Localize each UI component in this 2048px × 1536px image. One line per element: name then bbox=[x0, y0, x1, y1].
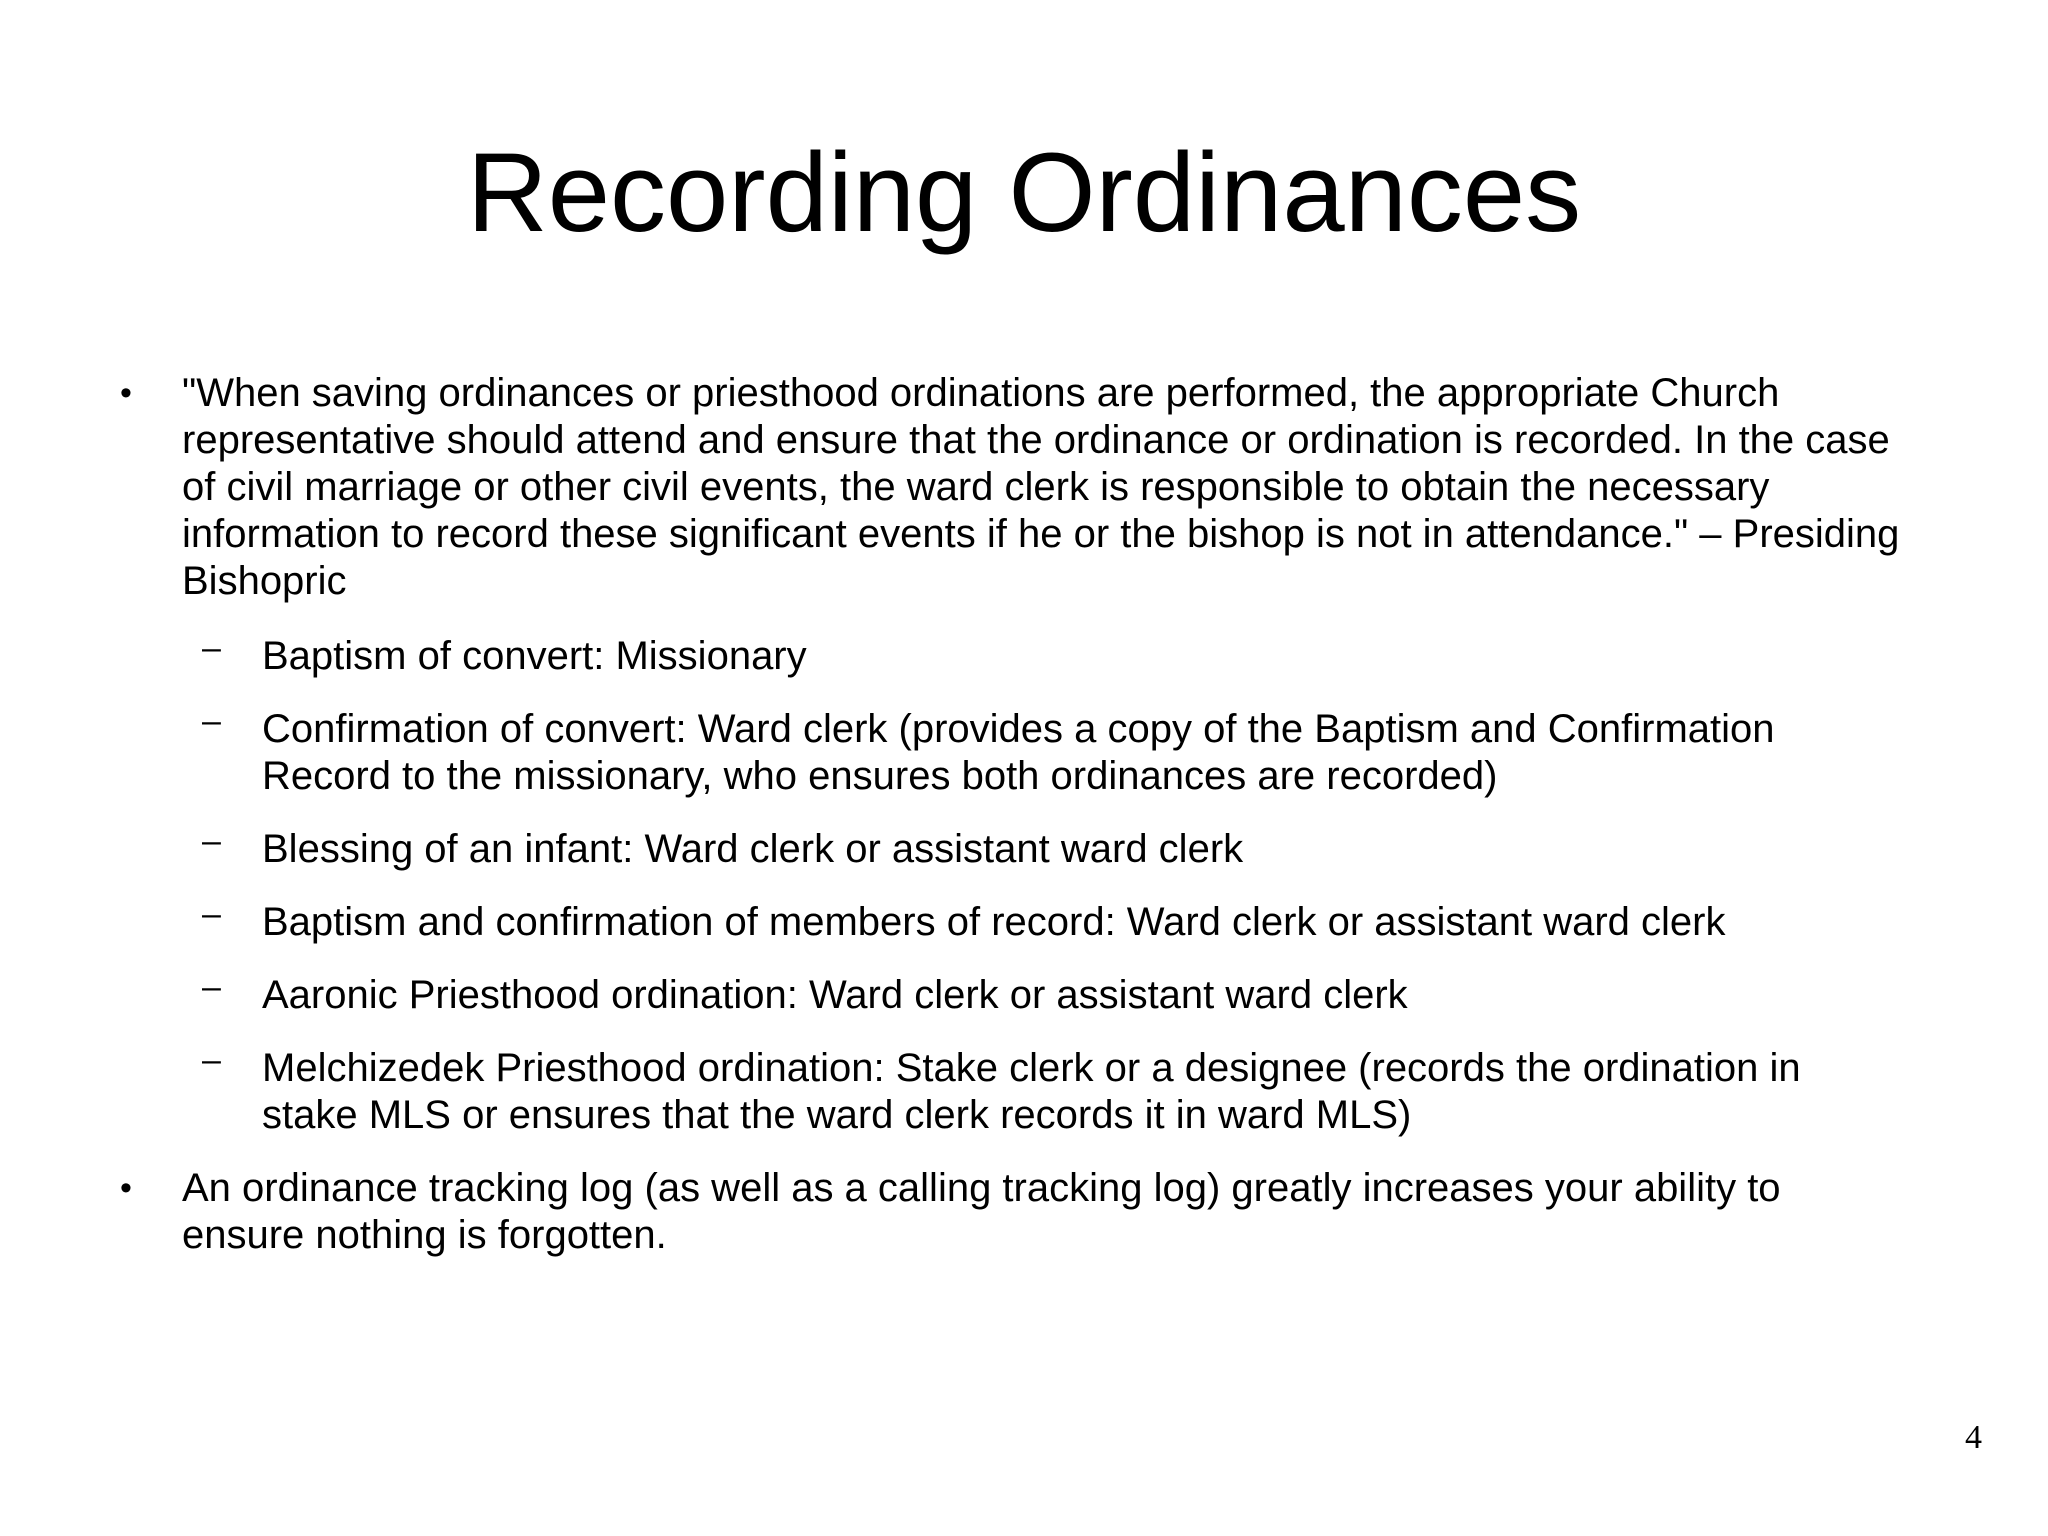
sub-item-text: Aaronic Priesthood ordination: Ward clerk or assistant ward clerk bbox=[262, 973, 1408, 1017]
slide-title: Recording Ordinances bbox=[466, 130, 1582, 255]
dash-icon: – bbox=[202, 822, 221, 860]
bullet-icon: • bbox=[120, 374, 132, 412]
dash-icon: – bbox=[202, 629, 221, 667]
sub-item bbox=[120, 629, 1900, 680]
sub-list bbox=[120, 629, 1900, 1139]
sub-item-text: Melchizedek Priesthood ordination: Stake clerk or a designee (records the ordination in stake MLS or ensures that the ward clerk records it in ward MLS) bbox=[262, 1046, 1801, 1137]
dash-icon: – bbox=[202, 1041, 221, 1079]
bullet-icon: • bbox=[120, 1169, 132, 1207]
bullet-item bbox=[120, 370, 1900, 605]
dash-icon: – bbox=[202, 702, 221, 740]
sub-item-text: Baptism of convert: Missionary bbox=[262, 634, 807, 678]
dash-icon: – bbox=[202, 968, 221, 1006]
bullet-text: "When saving ordinances or priesthood ordinations are performed, the appropriate Church representative should attend and ensure that the ordinance or ordination is recorded. In the case of civil marriage or other civil events, the ward clerk is responsible to obtain the necessary information to record these significant events if he or the bishop is not in attendance." – Presiding Bishopric bbox=[182, 371, 1900, 603]
bullet-text: An ordinance tracking log (as well as a calling tracking log) greatly increases your ability to ensure nothing is forgotten. bbox=[182, 1166, 1781, 1257]
sub-item bbox=[120, 702, 1900, 800]
sub-item-text: Confirmation of convert: Ward clerk (provides a copy of the Baptism and Confirmation Record to the missionary, who ensures both ordinances are recorded) bbox=[262, 707, 1775, 798]
page-number: 4 bbox=[1965, 1419, 1982, 1456]
sub-item-text: Baptism and confirmation of members of record: Ward clerk or assistant ward clerk bbox=[262, 900, 1726, 944]
dash-icon: – bbox=[202, 895, 221, 933]
sub-item bbox=[120, 822, 1900, 873]
slide-content bbox=[120, 370, 1900, 1287]
sub-item-text: Blessing of an infant: Ward clerk or assistant ward clerk bbox=[262, 827, 1244, 871]
sub-item bbox=[120, 895, 1900, 946]
sub-item bbox=[120, 1041, 1900, 1139]
bullet-item bbox=[120, 1165, 1900, 1259]
sub-item bbox=[120, 968, 1900, 1019]
